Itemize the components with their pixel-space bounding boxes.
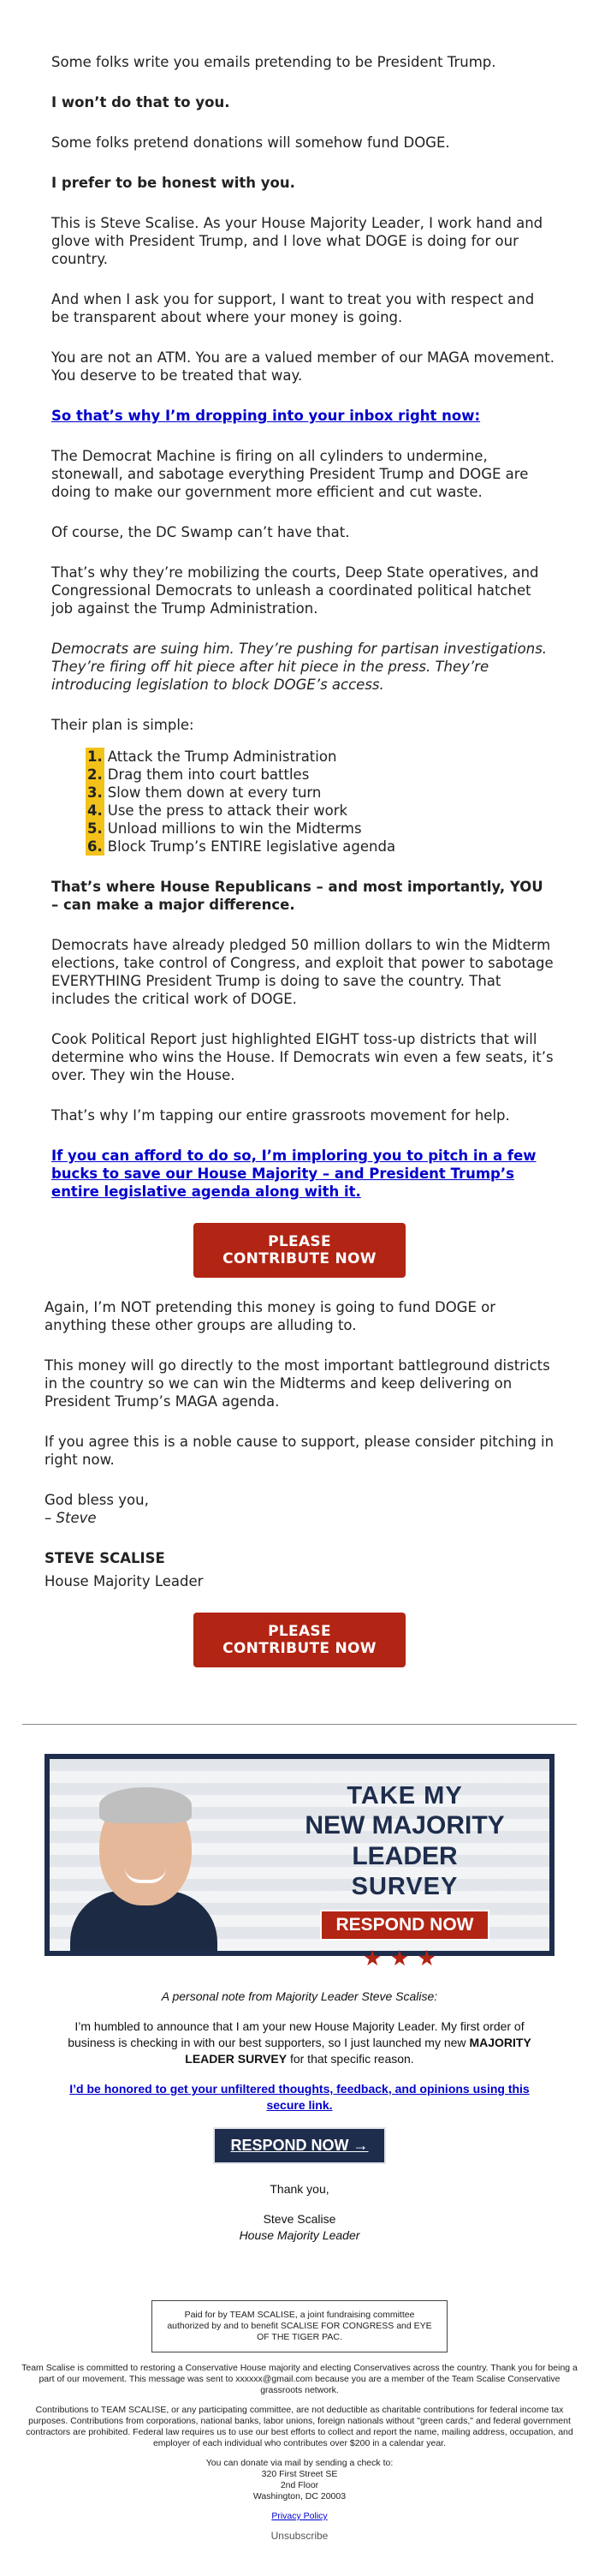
banner-respond-button[interactable]: RESPOND NOW <box>320 1910 489 1941</box>
list-text: Slow them down at every turn <box>107 784 322 801</box>
body-paragraph: Democrats have already pledged 50 million dollars to win the Midterm elections, take control of Congress, and exploit that power to sabotage EVERYTHING President Trump is doing to save the country. That includes the critical work of DOGE. <box>51 937 554 1007</box>
footer <box>0 2257 599 2576</box>
list-item <box>86 784 555 802</box>
survey-section <box>0 1956 599 2244</box>
body-paragraph: That’s why they’re mobilizing the courts, Deep State operatives, and Congressional Democrats to unleash a coordinated political hatchet job against the Trump Administration. <box>51 564 539 617</box>
body-paragraph: That’s why I’m tapping our entire grassroots movement for help. <box>51 1107 510 1124</box>
paid-for-box: Paid for by TEAM SCALISE, a joint fundraising committee authorized by and to benefit SCALISE FOR CONGRESS and EYE OF THE TIGER PAC. <box>151 2300 448 2352</box>
signature-name: STEVE SCALISE <box>44 1550 165 1566</box>
closing-paragraph: If you agree this is a noble cause to support, please consider pitching in right now. <box>44 1434 555 1468</box>
address-line-2: 2nd Floor <box>280 2480 319 2490</box>
contribute-button[interactable]: PLEASE CONTRIBUTE NOW <box>193 1223 406 1278</box>
list-item <box>86 838 555 856</box>
banner-text <box>264 1781 546 1970</box>
body-paragraph: Cook Political Report just highlighted EIGHT toss-up districts that will determine who wins the House. If Democrats win even a few seats, it’s over. They win the House. <box>51 1031 554 1083</box>
privacy-policy-link[interactable]: Privacy Policy <box>271 2511 328 2521</box>
photo-hair <box>99 1787 192 1823</box>
list-text: Block Trump’s ENTIRE legislative agenda <box>107 838 396 855</box>
list-item <box>86 820 555 838</box>
respond-now-button[interactable]: RESPOND NOW → <box>213 2127 385 2164</box>
intro-paragraph: I prefer to be honest with you. <box>51 175 295 191</box>
list-number: 1. <box>87 748 103 765</box>
footer-mail-address <box>17 2458 582 2502</box>
address-line-3: Washington, DC 20003 <box>252 2491 347 2501</box>
footer-contributions: Contributions to TEAM SCALISE, or any participating committee, are not deductible as charitable contributions for federal income tax purposes. Contributions from corporations, national banks, labor unions, foreign nationals without "green cards," and federal government contractors are prohibited. Federal law requires us to use our best efforts to collect and report the name, mailing address, occupation, and employer of each individual who contributes over $200 in a calendar year. <box>26 2405 573 2448</box>
intro-paragraph: Some folks write you emails pretending to be President Trump. <box>51 54 496 70</box>
contribute-text-link[interactable]: If you can afford to do so, I’m imploring you to pitch in a few bucks to save our House Majority – and President Trump’s entire legislative agenda along with it. <box>51 1148 537 1200</box>
cta-row <box>44 1223 555 1278</box>
survey-link[interactable]: I’d be honored to get your unfiltered thoughts, feedback, and opinions using this secure link. <box>69 2082 530 2112</box>
list-text: Unload millions to win the Midterms <box>107 820 362 837</box>
body-paragraph: That’s where House Republicans – and most importantly, YOU – can make a major difference. <box>51 879 543 913</box>
inbox-link[interactable]: So that’s why I’m dropping into your inbox right now: <box>51 408 481 424</box>
list-number: 5. <box>87 820 103 837</box>
intro-paragraph: Some folks pretend donations will somehow fund DOGE. <box>51 134 450 151</box>
survey-banner[interactable] <box>44 1754 555 1969</box>
banner-line-2: NEW MAJORITY LEADER <box>305 1811 505 1870</box>
survey-note: A personal note from Majority Leader Steve Scalise: <box>161 1989 438 2003</box>
banner-line-1: TAKE MY <box>347 1782 463 1810</box>
intro-paragraph: This is Steve Scalise. As your House Majority Leader, I work hand and glove with President Trump, and I love what DOGE is doing for our country. <box>51 215 543 267</box>
closing-section <box>44 1298 555 1590</box>
intro-paragraph: And when I ask you for support, I want to treat you with respect and be transparent about where your money is going. <box>51 291 535 325</box>
footer-committed: Team Scalise is committed to restoring a Conservative House majority and electing Conservatives across the country. Thank you for being a part of our movement. This message was sent to xxxxxx@gmail.com because you are a member of the Team Scalise Conservative grassroots network. <box>21 2363 578 2395</box>
intro-paragraph: I won’t do that to you. <box>51 94 230 110</box>
intro-section <box>44 53 555 385</box>
intro-paragraph: You are not an ATM. You are a valued member of our MAGA movement. You deserve to be treated that way. <box>51 349 555 384</box>
signoff-steve: – Steve <box>44 1510 97 1526</box>
banner-line-3: SURVEY <box>351 1873 459 1900</box>
address-line-1: 320 First Street SE <box>261 2469 338 2479</box>
god-bless <box>44 1491 555 1527</box>
survey-name: Steve Scalise <box>263 2212 336 2226</box>
survey-body-post: for that specific reason. <box>287 2052 414 2066</box>
list-text: Attack the Trump Administration <box>107 748 337 765</box>
stars-icon: ★★★ <box>364 1947 446 1969</box>
list-number: 4. <box>87 802 103 819</box>
body-paragraph: Democrats are suing him. They’re pushing for partisan investigations. They’re firing off hit piece after hit piece in the press. They’re introducing legislation to block DOGE’s access. <box>51 641 548 693</box>
list-item <box>86 748 555 766</box>
mail-intro: You can donate via mail by sending a check to: <box>205 2458 394 2468</box>
list-number: 3. <box>87 784 103 801</box>
list-text: Drag them into court battles <box>107 766 310 783</box>
body-paragraph: Their plan is simple: <box>51 717 194 733</box>
list-text: Use the press to attack their work <box>107 802 348 819</box>
list-item <box>86 802 555 820</box>
list-item <box>86 766 555 784</box>
god-bless-text: God bless you, <box>44 1492 149 1508</box>
plan-list <box>86 748 555 856</box>
survey-body-pre: I’m humbled to announce that I am your new House Majority Leader. My first order of business is checking in with our best supporters, so I just launched my new <box>68 2019 525 2049</box>
body-paragraph: The Democrat Machine is firing on all cylinders to undermine, stonewall, and sabotage everything President Trump and DOGE are doing to make our government more efficient and cut waste. <box>51 448 529 500</box>
survey-thanks: Thank you, <box>270 2182 329 2196</box>
contribute-button-2[interactable]: PLEASE CONTRIBUTE NOW <box>193 1613 406 1667</box>
scalise-photo <box>62 1775 224 1951</box>
closing-paragraph: Again, I’m NOT pretending this money is going to fund DOGE or anything these other groups are alluding to. <box>44 1299 496 1333</box>
survey-body-bold: MAJORITY LEADER SURVEY <box>185 2036 531 2066</box>
cta-row-2 <box>44 1613 555 1667</box>
survey-body <box>51 2018 548 2067</box>
unsubscribe-link[interactable]: Unsubscribe <box>270 2530 329 2542</box>
list-number: 6. <box>87 838 103 855</box>
list-number: 2. <box>87 766 103 783</box>
closing-paragraph: This money will go directly to the most important battleground districts in the country so we can win the Midterms and keep delivering on President Trump’s MAGA agenda. <box>44 1357 550 1410</box>
signature-title: House Majority Leader <box>44 1573 204 1589</box>
divider <box>22 1724 577 1725</box>
survey-title: House Majority Leader <box>239 2228 360 2242</box>
body-paragraph: Of course, the DC Swamp can’t have that. <box>51 524 350 540</box>
